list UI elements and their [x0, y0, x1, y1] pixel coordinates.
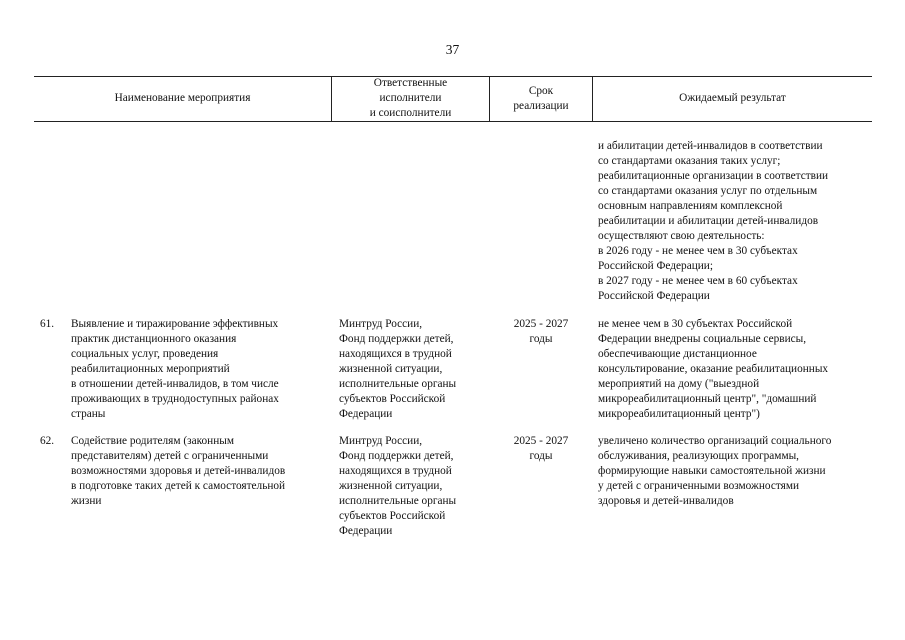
row-term-cell: 2025 - 2027 годы — [513, 435, 569, 462]
table-header-bottom-border — [34, 121, 872, 122]
header-term — [490, 76, 592, 121]
header-result-label: Ожидаемый результат — [679, 92, 786, 104]
continuation-result-cell: и абилитации детей-инвалидов в соответствии со стандартами оказания таких услуг; реабилитационные организации в соответствии со стандартами оказания услуг по отдельным основным направлениям комплексной реабилитации и абилитации детей-инвалидов осуществляют свою деятельность: в 2026 году - не менее чем в 30 субъектах Российской Федерации; в 2027 году - не менее чем в 60 субъектах Российской Федерации — [598, 140, 829, 302]
row-name-cell: Содействие родителям (законным представителям) детей с ограниченными возможностями здоровья и детей-инвалидов в подготовке таких детей к самостоятельной жизни — [71, 435, 286, 507]
header-term-line: Срок — [528, 84, 554, 97]
header-executors-line: исполнители — [379, 92, 442, 104]
page-number: 37 — [445, 42, 460, 57]
row-result-cell: увеличено количество организаций социального обслуживания, реализующих программы, формирующие навыки самостоятельной жизни у детей с ограниченными возможностями здоровья и детей-инвалидов — [598, 435, 832, 507]
row-result-cell: не менее чем в 30 субъектах Российской Федерации внедрены социальные сервисы, обеспечивающие дистанционное консультирование, оказание реабилитационных мероприятий на дому ("выездной микрореабилитационный центр", "домашний микрореабилитационный центр") — [598, 318, 829, 420]
row-number: 61. — [40, 318, 55, 330]
header-name — [34, 76, 331, 121]
row-executors-cell: Минтруд России, Фонд поддержки детей, находящихся в трудной жизненной ситуации, исполнительные органы субъектов Российской Федерации — [339, 435, 457, 537]
header-result — [593, 76, 872, 121]
row-term-cell: 2025 - 2027 годы — [513, 318, 569, 345]
header-name-label: Наименование мероприятия — [114, 92, 251, 104]
header-executors — [332, 76, 489, 121]
row-executors-cell: Минтруд России, Фонд поддержки детей, находящихся в трудной жизненной ситуации, исполнительные органы субъектов Российской Федерации — [339, 318, 457, 420]
row-number: 62. — [40, 435, 55, 447]
header-executors-line: Ответственные — [373, 77, 448, 89]
header-executors-line: и соисполнители — [369, 107, 452, 119]
header-term-line: реализации — [513, 99, 569, 112]
row-name-cell: Выявление и тиражирование эффективных практик дистанционного оказания социальных услуг, проведения реабилитационных мероприятий в отношении детей-инвалидов, в том числе проживающих в труднодоступных районах страны — [71, 318, 279, 420]
